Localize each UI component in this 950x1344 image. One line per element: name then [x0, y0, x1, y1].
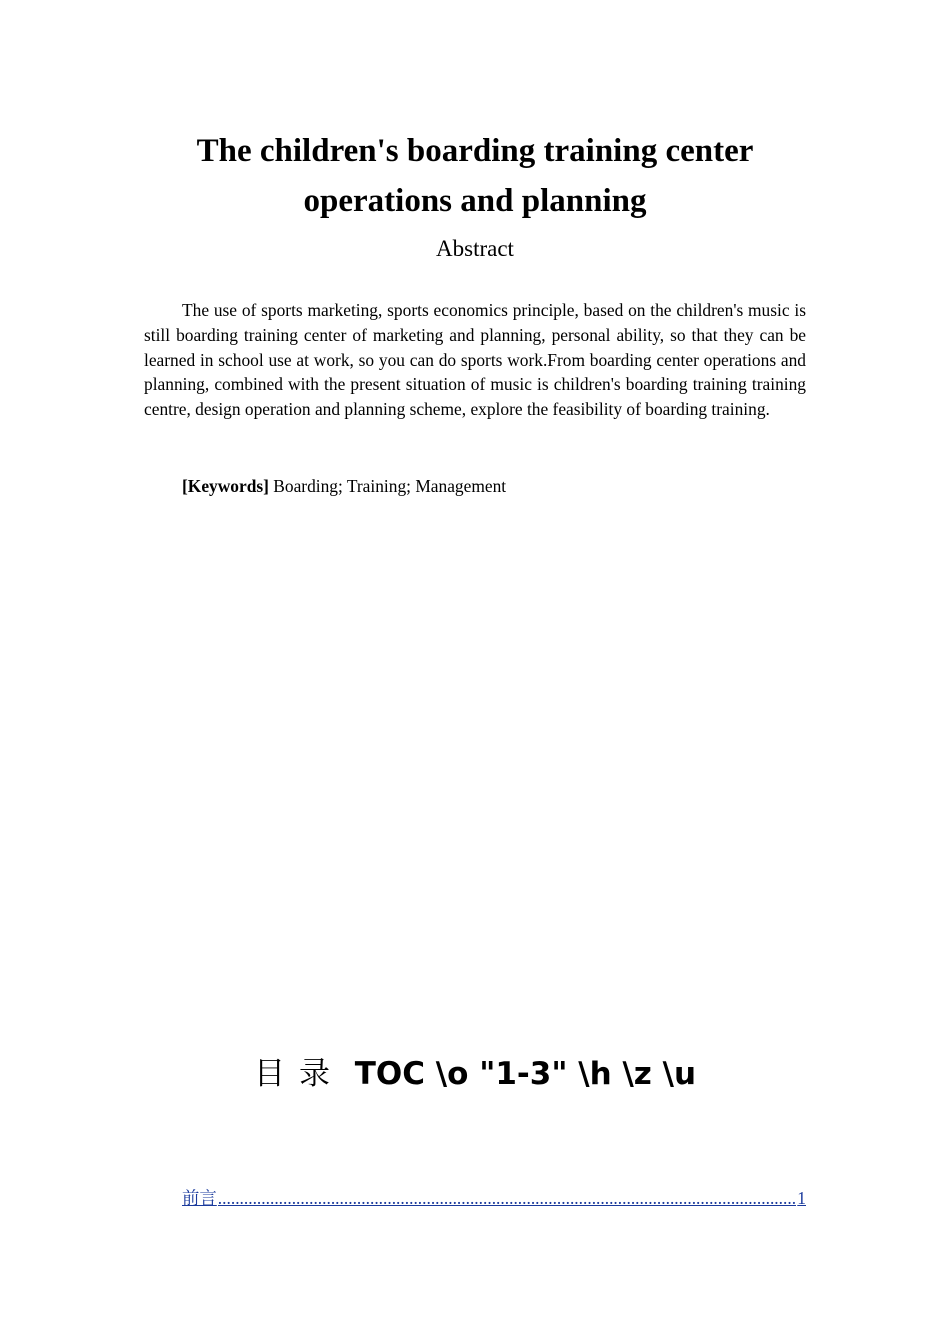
- keywords-line: [182, 474, 506, 498]
- toc-entry-link[interactable]: [182, 1186, 806, 1210]
- toc-heading: [144, 1052, 806, 1096]
- toc-entry-label: 前言: [182, 1188, 217, 1208]
- keywords-text: Boarding; Training; Management: [268, 476, 507, 496]
- abstract-paragraph: The use of sports marketing, sports economics principle, based on the children's music is still boarding training center of marketing and planning, personal ability, so that they can be learned in school use at work, so you can do sports work.From boarding center operations and planning, combined with the present situation of music is children's boarding training training centre, design operation and planning scheme, explore the feasibility of boarding training.: [144, 300, 806, 420]
- abstract-heading: Abstract: [436, 236, 514, 261]
- document-title: The children's boarding training center operations and planning: [196, 133, 754, 219]
- toc-heading-cjk: 目录: [253, 1056, 344, 1092]
- toc-entry-page-number: 1: [797, 1188, 806, 1208]
- toc-dot-leader: [218, 1186, 797, 1210]
- keywords-label: [Keywords]: [182, 476, 269, 496]
- toc-field-code: TOC \o "1-3" \h \z \u: [354, 1056, 697, 1092]
